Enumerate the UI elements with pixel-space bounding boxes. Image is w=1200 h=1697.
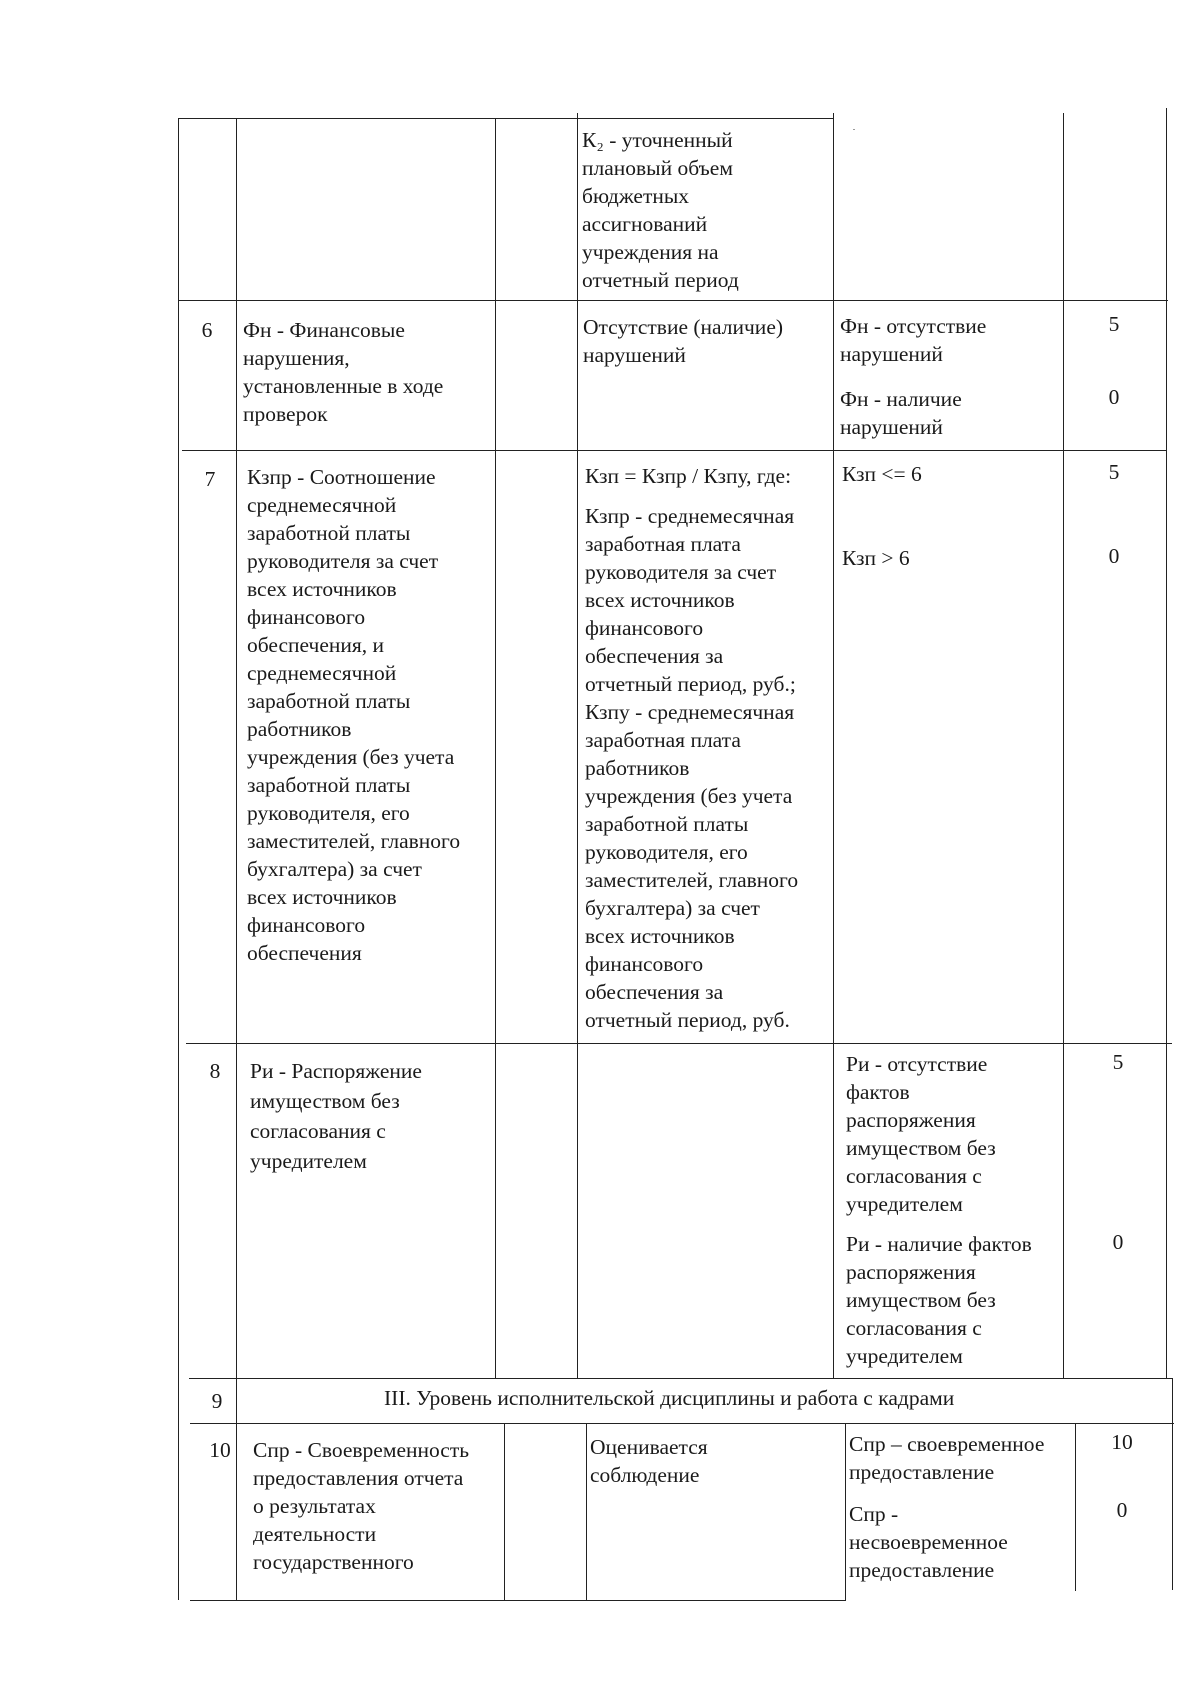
row-5-formula: К₂ - уточненный плановый объем бюджетных ассигнований учреждения на отчетный период [582, 128, 739, 292]
table-line [190, 1423, 1174, 1424]
row-7-points-1: 5 [1108, 460, 1120, 484]
row-7-criteria-2: Кзп > 6 [842, 546, 910, 570]
row-6-points-2: 0 [1108, 385, 1120, 409]
table-line [833, 113, 834, 1378]
row-9-number: 9 [211, 1389, 223, 1413]
scan-speck [853, 129, 855, 130]
row-10-criteria-2: Спр - несвоевременное предоставление [849, 1502, 1008, 1582]
row-10-indicator: Спр - Своевременность предоставления отчета о результатах деятельности государственного [253, 1438, 470, 1574]
table-line [577, 113, 578, 1378]
row-7-formula-1: Кзп = Кзпр / Кзпу, где: [585, 464, 792, 488]
row-7-formula-2: Кзпр - среднемесячная заработная плата руководителя за счет всех источников финансового обеспечения за отчетный период, руб.; Кзпу - среднемесячная заработная плата работников учреждения (без учета заработной платы руководителя, его заместителей, главного бухгалтера) за счет всех источников финансового обеспечения за отчетный период, руб. [585, 504, 799, 1032]
table-line [178, 118, 179, 1600]
table-line [178, 118, 833, 119]
section-heading: III. Уровень исполнительской дисциплины и работа с кадрами [384, 1386, 955, 1410]
row-6-points-1: 5 [1108, 312, 1120, 336]
row-7-number: 7 [204, 467, 216, 491]
row-7-criteria-1: Кзп <= 6 [842, 462, 922, 486]
row-6-criteria-1: Фн - отсутствие нарушений [840, 314, 987, 366]
row-8-criteria-1: Ри - отсутствие фактов распоряжения имуществом без согласования с учредителем [846, 1052, 996, 1216]
row-10-formula: Оценивается соблюдение [590, 1435, 708, 1487]
table-line [190, 1600, 846, 1601]
row-10-points-1: 10 [1111, 1430, 1133, 1454]
table-line [1166, 108, 1167, 1378]
table-line [495, 118, 496, 1378]
row-8-criteria-2: Ри - наличие фактов распоряжения имуществом без согласования с учредителем [846, 1232, 1032, 1368]
row-6-number: 6 [201, 318, 213, 342]
row-6-criteria-2: Фн - наличие нарушений [840, 387, 962, 439]
table-line [845, 1423, 846, 1600]
row-7-indicator: Кзпр - Соотношение среднемесячной заработной платы руководителя за счет всех источников финансового обеспечения, и среднемесячной заработной платы работников учреждения (без учета заработной платы руководителя, его заместителей, главного бухгалтера) за счет всех источников финансового обеспечения [247, 465, 461, 965]
table-line [189, 1378, 1172, 1379]
table-line [504, 1423, 505, 1600]
table-line [186, 1043, 1172, 1044]
table-line [236, 118, 237, 1600]
row-8-number: 8 [209, 1059, 221, 1083]
row-10-criteria-1: Спр – своевременное предоставление [849, 1432, 1045, 1484]
table-line [1063, 113, 1064, 1378]
row-10-points-2: 0 [1116, 1498, 1128, 1522]
table-line [1075, 1423, 1076, 1591]
row-8-points-1: 5 [1112, 1050, 1124, 1074]
row-10-number: 10 [209, 1438, 231, 1462]
table-line [586, 1423, 587, 1600]
table-line [1172, 1378, 1173, 1590]
row-8-points-2: 0 [1112, 1230, 1124, 1254]
table-line [178, 300, 1168, 301]
row-6-formula: Отсутствие (наличие) нарушений [583, 315, 784, 367]
row-7-points-2: 0 [1108, 544, 1120, 568]
row-8-indicator: Ри - Распоряжение имуществом без согласования с учредителем [250, 1059, 422, 1173]
row-6-indicator: Фн - Финансовые нарушения, установленные в ходе проверок [243, 318, 444, 426]
table-line [182, 450, 1167, 451]
